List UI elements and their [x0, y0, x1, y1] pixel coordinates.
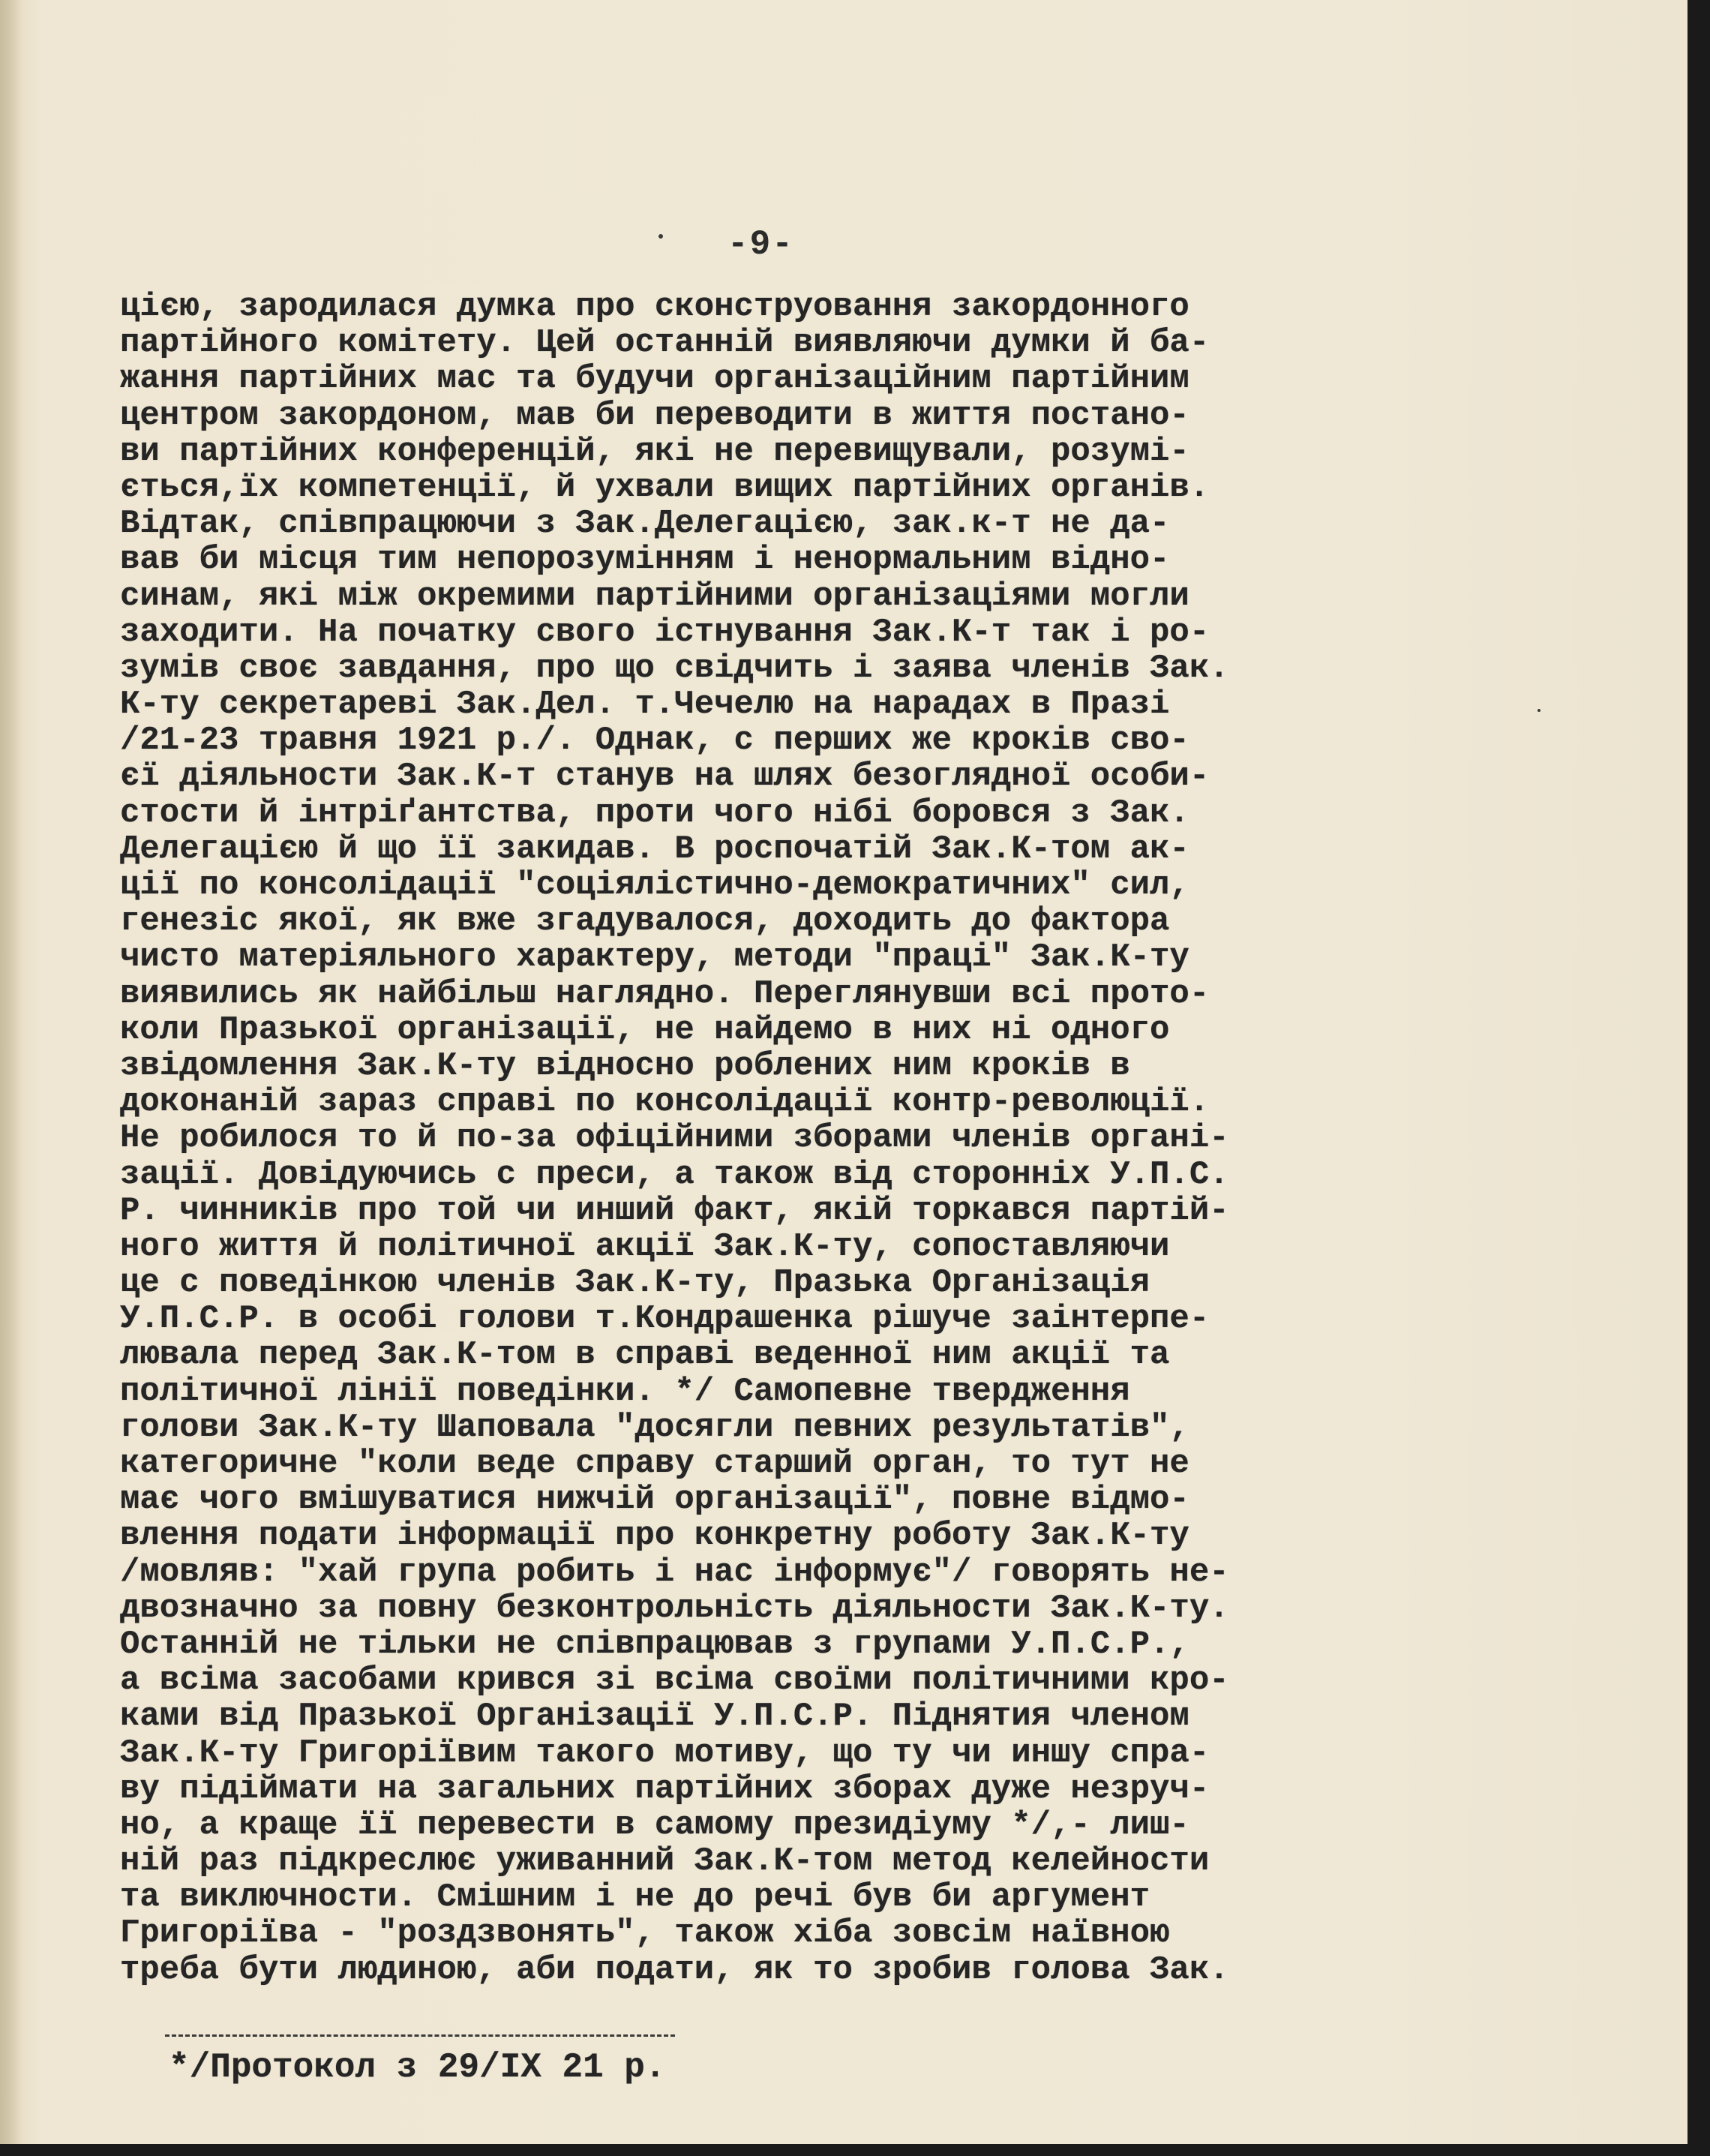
text-line: та виключности. Смішним і не до речі був би аргумент: [120, 1878, 1150, 1917]
text-line: Відтак, співпрацюючи з Зак.Делегацією, зак.к-т не да-: [120, 505, 1170, 543]
text-line: коли Празької організації, не найдемо в них ні одного: [120, 1010, 1170, 1049]
text-line: доконаній зараз справі по консолідації контр-революції.: [120, 1083, 1210, 1122]
footnote: */Протокол з 29/IX 21 р.: [169, 2048, 666, 2087]
text-line: лювала перед Зак.К-том в справі веденної ним акції та: [120, 1336, 1170, 1374]
text-line: К-ту секретареві Зак.Дел. т.Чечелю на нарадах в Празі: [120, 686, 1170, 724]
text-line: Не робилося то й по-за офіційними зборами членів органі-: [120, 1119, 1229, 1158]
text-line: влення подати інформації про конкретну роботу Зак.К-ту: [120, 1517, 1190, 1555]
footnote-divider: [165, 2034, 675, 2037]
text-line: звідомлення Зак.К-ту відносно роблених ним кроків в: [120, 1046, 1130, 1085]
text-line: ції по консолідації "соціялістично-демократичних" сил,: [120, 866, 1190, 904]
text-line: стости й інтріґантства, проти чого нібі боровся з Зак.: [120, 794, 1190, 832]
text-line: но, а краще її перевести в самому президіуму */,- лиш-: [120, 1806, 1190, 1844]
text-line: генезіс якої, як вже згадувалося, доходить до фактора: [120, 902, 1170, 941]
page-binding-shadow: [0, 0, 22, 2144]
text-line: вав би місця тим непорозумінням і ненормальним відно-: [120, 541, 1170, 579]
text-line: синам, які між окремими партійними організаціями могли: [120, 577, 1190, 615]
text-line: виявились як найбільш наглядно. Переглянувши всі прото-: [120, 974, 1210, 1013]
text-line: Р. чинників про той чи инший факт, якій торкався партій-: [120, 1191, 1229, 1230]
text-line: зумів своє завдання, про що свідчить і заява членів Зак.: [120, 649, 1229, 687]
text-line: жання партійних мас та будучи організаційним партійним: [120, 360, 1190, 398]
text-line: партійного комітету. Цей останній виявляючи думки й ба-: [120, 324, 1210, 362]
text-line: двозначно за повну безконтрольність діяльности Зак.К-ту.: [120, 1589, 1229, 1627]
text-line: Делегацією й що її закидав. В роспочатій Зак.К-том ак-: [120, 830, 1190, 868]
text-line: єї діяльности Зак.К-т станув на шлях безоглядної особи-: [120, 758, 1210, 796]
text-line: треба бути людиною, аби подати, як то зробив голова Зак.: [120, 1950, 1229, 1989]
text-line: політичної лінії поведінки. */ Самопевне твердження: [120, 1372, 1130, 1410]
text-line: Григоріїва - "роздзвонять", також хіба зовсім наївною: [120, 1914, 1170, 1953]
text-line: ного життя й політичної акції Зак.К-ту, сопоставляючи: [120, 1227, 1170, 1266]
text-line: заходити. На початку свого істнування Зак.К-т так і ро-: [120, 613, 1210, 651]
text-line: цією, зародилася думка про сконструовання закордонного: [120, 288, 1190, 326]
text-line: ній раз підкреслює уживанний Зак.К-том метод келейности: [120, 1842, 1210, 1881]
text-line: а всіма засобами крився зі всіма своїми політичними кро-: [120, 1662, 1229, 1700]
ink-speck: [1538, 709, 1540, 712]
text-line: /21-23 травня 1921 р./. Однак, с перших же кроків сво-: [120, 722, 1190, 760]
text-line: зації. Довідуючись с преси, а також від сторонніх У.П.С.: [120, 1155, 1229, 1194]
text-line: Останній не тільки не співпрацював з групами У.П.С.Р.,: [120, 1625, 1190, 1663]
text-line: ками від Празької Організації У.П.С.Р. Піднятия членом: [120, 1698, 1190, 1736]
text-line: У.П.С.Р. в особі голови т.Кондрашенка рішуче заінтерпе-: [120, 1300, 1210, 1338]
text-line: ви партійних конференцій, які не перевищували, розумі-: [120, 432, 1190, 470]
text-line: ється,їх компетенції, й ухвали вищих партійних органів.: [120, 468, 1210, 506]
text-line: категоричне "коли веде справу старший орган, то тут не: [120, 1445, 1190, 1482]
text-line: голови Зак.К-ту Шаповала "досягли певних результатів",: [120, 1408, 1190, 1446]
text-line: центром закордоном, мав би переводити в життя постано-: [120, 396, 1190, 434]
text-line: ву підіймати на загальних партійних зборах дуже незруч-: [120, 1770, 1210, 1808]
body-text: [120, 289, 1515, 1988]
text-line: має чого вмішуватися нижчій організації", повне відмо-: [120, 1481, 1190, 1519]
text-line: це с поведінкою членів Зак.К-ту, Празька Організація: [120, 1264, 1150, 1302]
text-line: чисто матеріяльного характеру, методи "праці" Зак.К-ту: [120, 938, 1190, 977]
text-line: Зак.К-ту Григоріївим такого мотиву, що ту чи иншу спра-: [120, 1734, 1210, 1772]
ink-speck: [658, 234, 663, 239]
page-number: -9-: [728, 225, 794, 264]
text-line: /мовляв: "хай група робить і нас інформує"/ говорять не-: [120, 1553, 1229, 1591]
